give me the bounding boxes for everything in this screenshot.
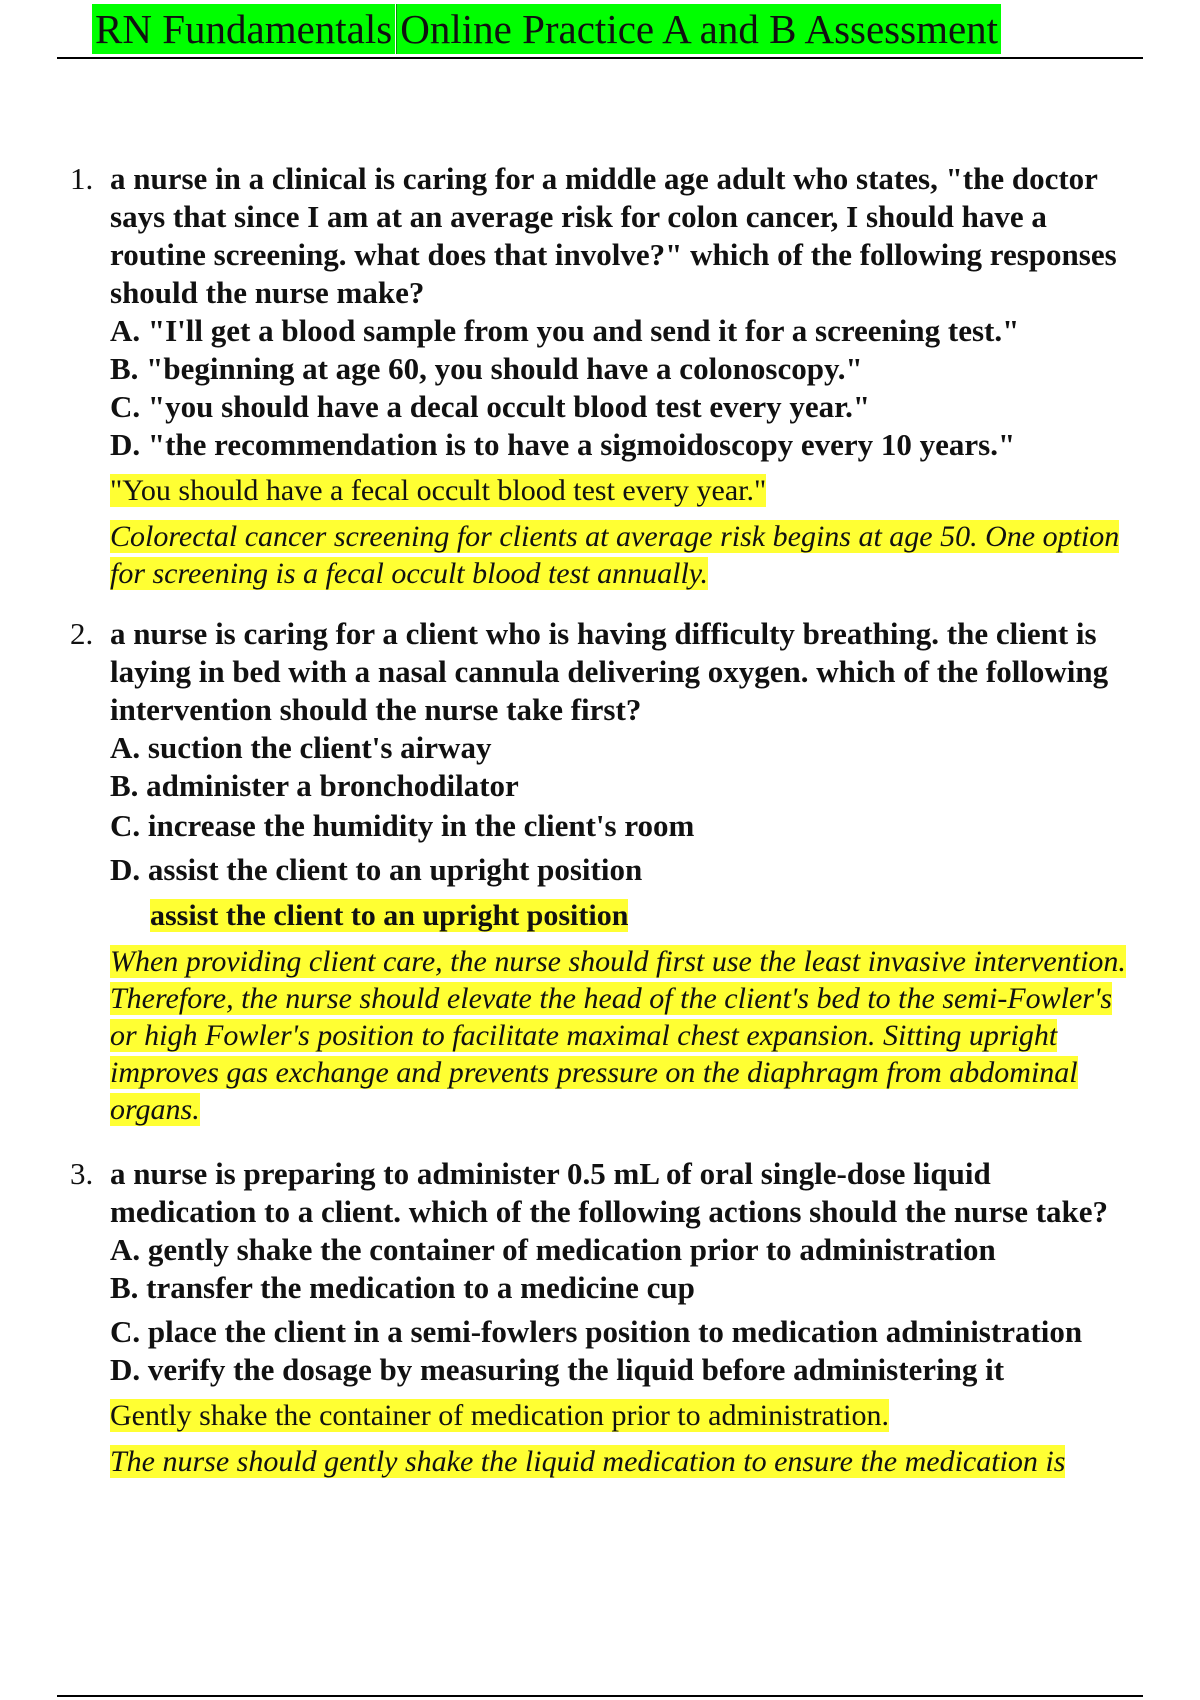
- question-number: 3.: [70, 1156, 94, 1191]
- footer-divider: [57, 1695, 1143, 1697]
- option-b: B. "beginning at age 60, you should have a colonoscopy.": [110, 351, 863, 386]
- option-d: D. verify the dosage by measuring the liquid before administering it: [110, 1352, 1005, 1387]
- option-b: B. administer a bronchodilator: [110, 768, 519, 803]
- answer-highlight: assist the client to an upright position: [150, 899, 629, 932]
- question-3: [60, 1155, 1140, 1535]
- rationale-highlight: The nurse should gently shake the liquid medication to ensure the medication is: [110, 1445, 1066, 1478]
- question-stem: a nurse is caring for a client who is having difficulty breathing. the client is laying in bed with a nasal cannula delivering oxygen. which of the following intervention should the nurse take first?: [110, 616, 1109, 727]
- question-stem: a nurse is preparing to administer 0.5 mL of oral single-dose liquid medication to a client. which of the following actions should the nurse take?: [110, 1156, 1109, 1229]
- rationale: [110, 518, 1140, 592]
- rationale-highlight: When providing client care, the nurse should first use the least invasive intervention. Therefore, the nurse should elevate the head of the client's bed to the semi-Fowler's or high Fowler's position to facilitate maximal chest expansion. Sitting upright improves gas exchange and prevents pressure on the diaphragm from abdominal organs.: [110, 945, 1126, 1126]
- title-part-2: Online Practice A and B Assessment: [396, 4, 1001, 54]
- question-1: [60, 160, 1140, 615]
- answer-options: [110, 312, 1140, 464]
- rationale: [110, 1443, 1140, 1480]
- option-a: A. suction the client's airway: [110, 730, 492, 765]
- page-header: [57, 0, 1143, 59]
- option-d: D. assist the client to an upright position: [110, 852, 643, 887]
- answer-options: [110, 1231, 1140, 1389]
- question-stem: a nurse in a clinical is caring for a middle age adult who states, "the doctor says that since I am at an average risk for colon cancer, I should have a routine screening. what does that involve?" which of the following responses should the nurse make?: [110, 161, 1117, 310]
- correct-answer: [110, 1397, 1140, 1435]
- document-title: [92, 4, 1001, 54]
- question-2: [60, 615, 1140, 1155]
- option-c: C. increase the humidity in the client's room: [110, 808, 695, 843]
- answer-options: [110, 729, 1140, 889]
- option-b: B. transfer the medication to a medicine cup: [110, 1270, 695, 1305]
- option-c: C. place the client in a semi-fowlers position to medication administration: [110, 1314, 1083, 1349]
- question-list: [60, 160, 1140, 1535]
- option-a: A. "I'll get a blood sample from you and send it for a screening test.": [110, 313, 1020, 348]
- answer-highlight: "You should have a fecal occult blood test every year.": [110, 474, 767, 507]
- rationale: [110, 943, 1140, 1128]
- title-part-1: RN Fundamentals: [92, 4, 395, 54]
- correct-answer: [110, 472, 1140, 510]
- rationale-highlight: Colorectal cancer screening for clients at average risk begins at age 50. One option for screening is a fecal occult blood test annually.: [110, 520, 1120, 590]
- option-a: A. gently shake the container of medication prior to administration: [110, 1232, 996, 1267]
- correct-answer: [110, 897, 1140, 935]
- question-number: 2.: [70, 616, 94, 651]
- option-c: C. "you should have a decal occult blood test every year.": [110, 389, 871, 424]
- option-d: D. "the recommendation is to have a sigmoidoscopy every 10 years.": [110, 427, 1016, 462]
- answer-highlight: Gently shake the container of medication prior to administration.: [110, 1399, 889, 1432]
- question-number: 1.: [70, 161, 94, 196]
